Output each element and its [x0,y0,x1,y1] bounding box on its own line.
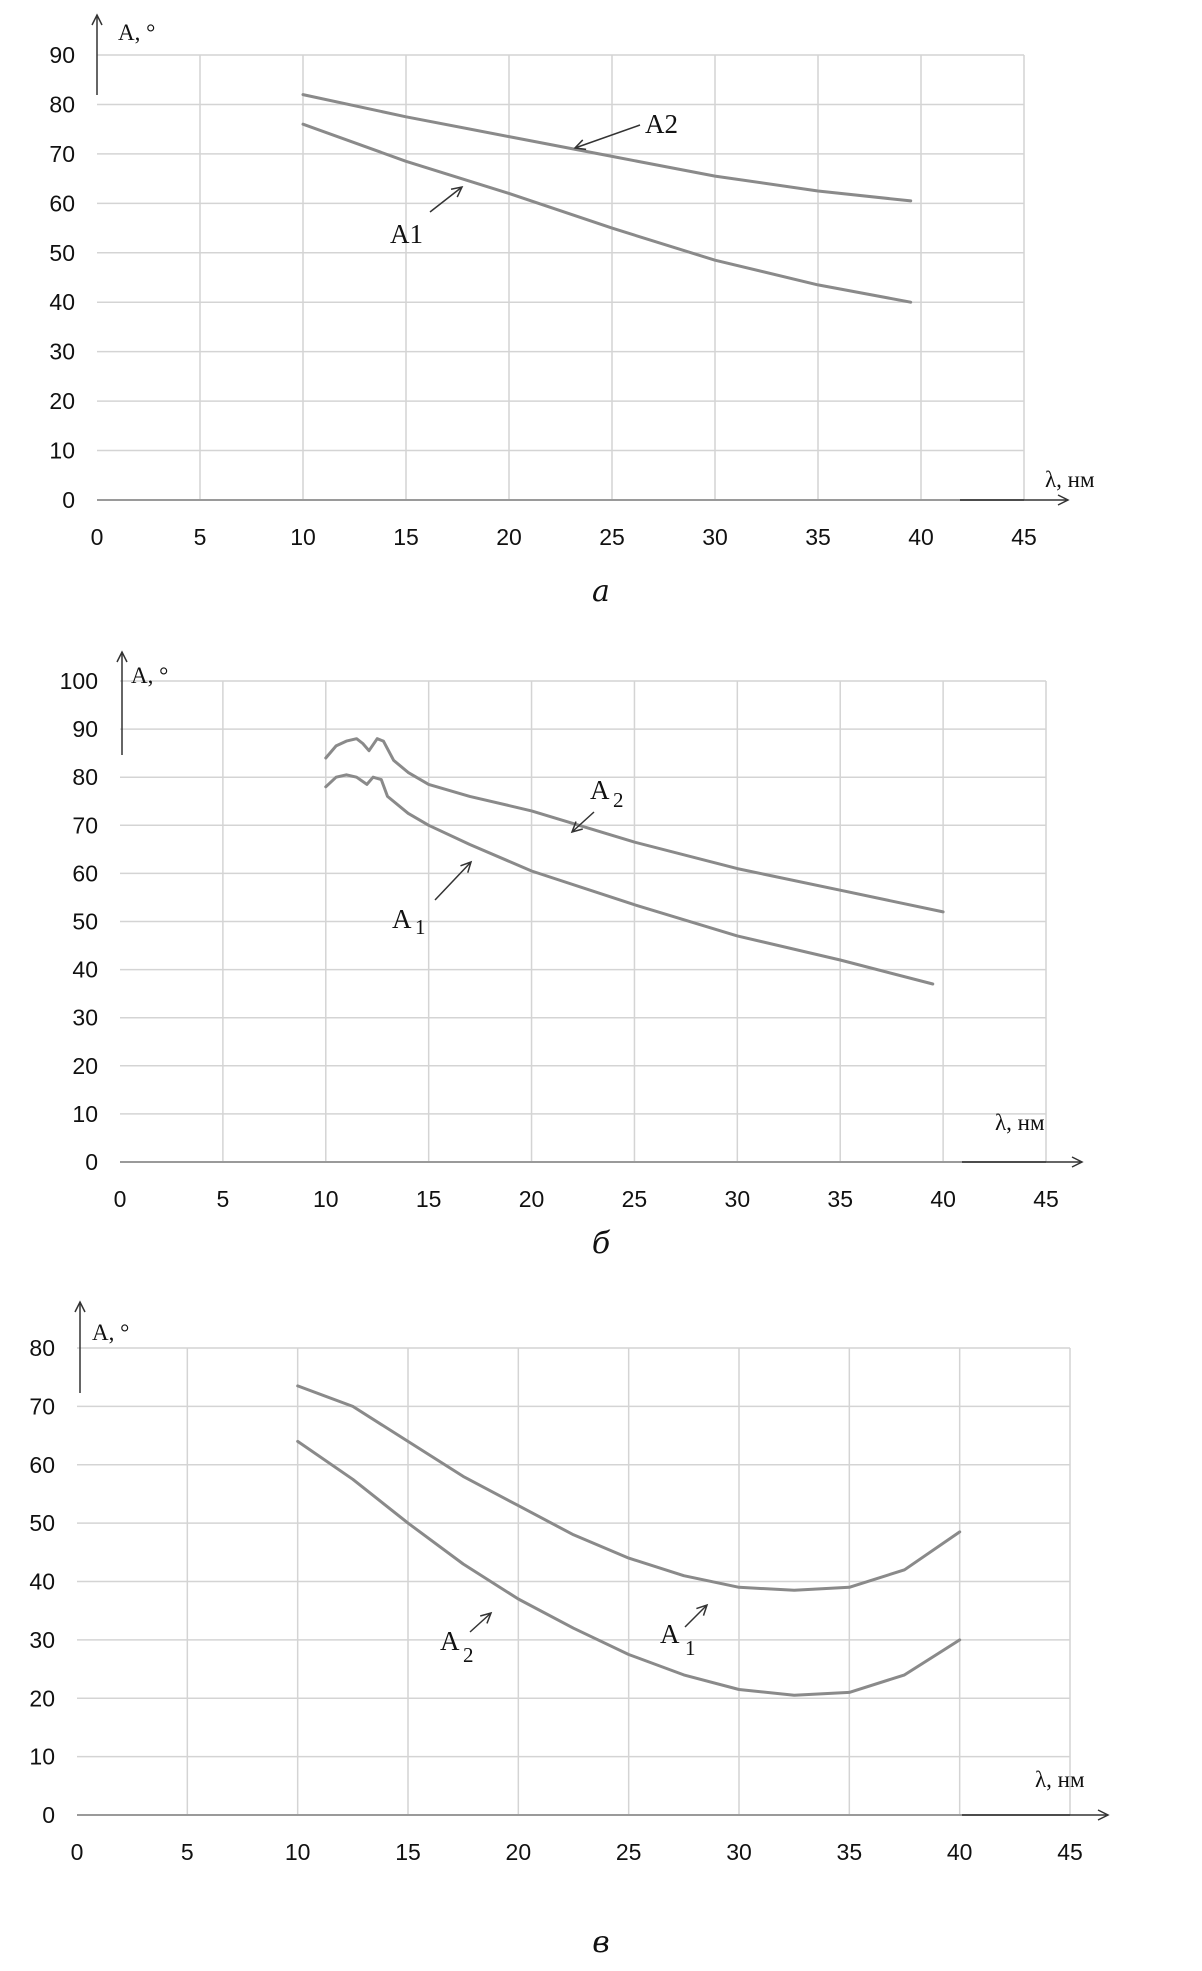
chart-panel-b [0,650,1202,1225]
y-tick-label: 80 [72,764,98,791]
y-tick-label: 10 [72,1100,98,1127]
x-tick-label: 35 [805,524,831,550]
series-label-subscript: 2 [613,788,624,812]
y-tick-label: 100 [59,668,98,694]
y-tick-label: 30 [49,338,75,365]
x-tick-label: 45 [1011,524,1037,550]
y-tick-label: 90 [49,42,75,68]
y-tick-label: 20 [49,388,75,415]
y-tick-label: 40 [49,289,75,316]
x-tick-label: 5 [180,1839,194,1865]
y-axis-title: A, ° [92,1320,130,1345]
series-pointer-arrow [575,125,640,148]
series-label-a2: A2 [645,109,678,139]
x-tick-label: 20 [496,524,522,550]
y-tick-label: 80 [29,1335,55,1361]
y-axis-title: A, ° [131,663,169,688]
y-tick-label: 50 [29,1510,55,1537]
x-axis-title: λ, нм [995,1110,1045,1135]
y-tick-label: 70 [49,140,75,167]
x-tick-label: 40 [930,1186,956,1212]
y-tick-label: 0 [62,487,75,513]
x-tick-label: 10 [284,1839,311,1865]
x-tick-label: 15 [395,1839,421,1865]
chart-panel-c [0,1300,1202,1920]
panel-letter-c: в [592,1925,610,1960]
x-tick-label: 20 [505,1839,532,1865]
series-label-a2: A [440,1626,460,1656]
series-label-subscript: 1 [415,915,426,939]
x-tick-label: 30 [702,524,728,550]
x-tick-label: 0 [113,1186,127,1212]
y-tick-label: 0 [42,1802,55,1828]
series-label-a1: A [660,1619,680,1649]
y-tick-label: 30 [29,1626,55,1653]
y-tick-label: 20 [29,1685,55,1712]
y-axis-title: A, ° [118,20,156,45]
series-label-subscript: 1 [685,1636,696,1660]
x-tick-label: 15 [415,1186,442,1212]
x-tick-label: 35 [827,1186,854,1212]
x-tick-label: 30 [724,1186,751,1212]
y-tick-label: 90 [72,716,98,743]
y-tick-label: 60 [29,1451,55,1478]
x-tick-label: 20 [518,1186,545,1212]
y-tick-label: 70 [29,1393,55,1420]
x-tick-label: 40 [908,524,934,550]
y-tick-label: 70 [72,812,98,839]
series-line-a1 [326,775,933,984]
panel-letter-b: б [591,1226,611,1261]
series-pointer-arrow [685,1605,707,1627]
panel-letter-a: а [592,574,610,609]
series-label-subscript: 2 [463,1643,474,1667]
x-tick-label: 10 [290,524,316,550]
x-axis-title: λ, нм [1035,1767,1085,1792]
x-tick-label: 15 [393,524,419,550]
y-tick-label: 60 [72,860,98,887]
y-tick-label: 40 [72,956,98,983]
x-tick-label: 5 [193,524,207,550]
y-tick-label: 20 [72,1052,98,1079]
y-tick-label: 80 [49,91,75,118]
y-tick-label: 50 [49,239,75,266]
y-tick-label: 40 [29,1568,55,1595]
x-tick-label: 40 [946,1839,973,1865]
series-line-a2 [303,95,911,201]
series-label-a2: A [590,775,610,805]
x-tick-label: 30 [726,1839,752,1865]
series-pointer-arrow [430,187,462,212]
x-tick-label: 5 [216,1186,230,1212]
x-tick-label: 10 [312,1186,339,1212]
x-tick-label: 0 [90,524,104,550]
y-tick-label: 0 [85,1149,98,1175]
series-line-a1 [303,124,911,302]
chart-panel-a [0,0,1202,570]
x-axis-title: λ, нм [1045,467,1095,492]
series-pointer-arrow [435,862,471,900]
x-tick-label: 25 [615,1839,642,1865]
y-tick-label: 30 [72,1004,98,1031]
y-tick-label: 10 [49,437,75,464]
y-tick-label: 10 [29,1743,55,1770]
x-tick-label: 35 [836,1839,863,1865]
x-tick-label: 45 [1057,1839,1083,1865]
x-tick-label: 45 [1033,1186,1059,1212]
series-label-a1: A [392,904,412,934]
y-tick-label: 60 [49,190,75,217]
x-tick-label: 0 [70,1839,84,1865]
series-label-a1: A1 [390,219,423,249]
y-tick-label: 50 [72,908,98,935]
x-tick-label: 25 [599,524,625,550]
x-tick-label: 25 [621,1186,648,1212]
